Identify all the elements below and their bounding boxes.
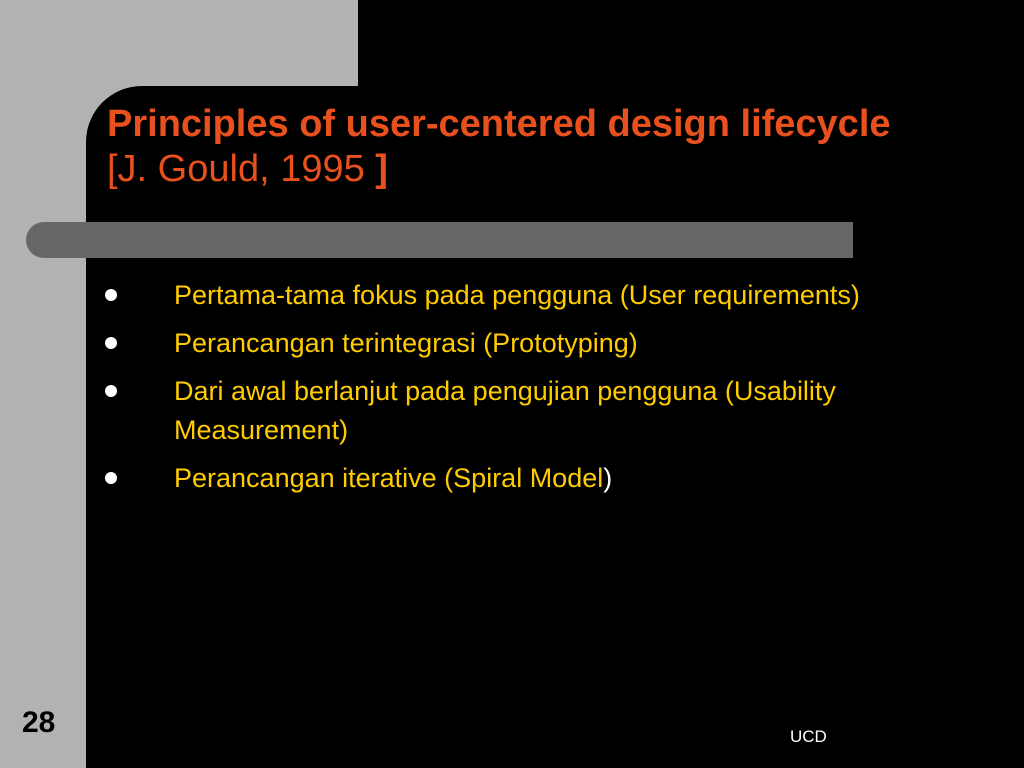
bullet-dot-icon xyxy=(105,385,117,397)
bullet-text-tail: ) xyxy=(603,463,613,493)
bullet-dot-icon xyxy=(105,337,117,349)
footer-label: UCD xyxy=(790,727,827,746)
frame-left-bar xyxy=(0,0,86,768)
title-citation: [J. Gould, 1995 xyxy=(107,148,376,190)
bullet-text-main: Pertama-tama fokus pada pengguna (User requirements) xyxy=(174,280,860,310)
list-item xyxy=(105,372,895,450)
bullet-list xyxy=(105,276,895,507)
frame-top-bar xyxy=(0,0,358,86)
title-citation-close: ] xyxy=(375,148,388,190)
bullet-text xyxy=(174,459,612,498)
bullet-text xyxy=(174,372,895,450)
title-main: Principles of user-centered design lifecycle xyxy=(107,103,891,145)
list-item xyxy=(105,276,895,315)
bullet-dot-icon xyxy=(105,289,117,301)
list-item xyxy=(105,324,895,363)
slide-title xyxy=(107,102,907,192)
bullet-text xyxy=(174,324,638,363)
bullet-text xyxy=(174,276,860,315)
bullet-dot-icon xyxy=(105,472,117,484)
title-divider xyxy=(26,222,853,258)
bullet-text-main: Perancangan terintegrasi (Prototyping) xyxy=(174,328,638,358)
list-item xyxy=(105,459,895,498)
page-number: 28 xyxy=(22,706,56,739)
bullet-text-main: Perancangan iterative (Spiral Model xyxy=(174,463,604,493)
bullet-text-main: Dari awal berlanjut pada pengujian pengguna (Usability Measurement) xyxy=(174,376,836,445)
